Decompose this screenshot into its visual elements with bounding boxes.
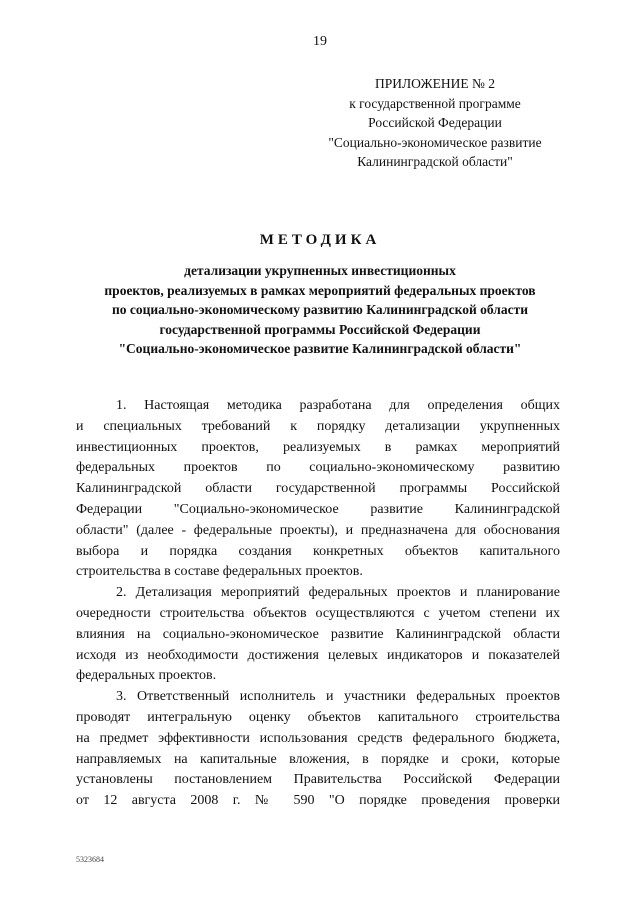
appendix-line: Калининградской области" — [357, 154, 513, 169]
paragraph-line: Федерации "Социально-экономическое развитие Калининградской — [76, 501, 560, 517]
paragraph-line: выбора и порядка создания конкретных объектов капитального — [76, 543, 560, 559]
paragraph-line: проводят интегральную оценку объектов капитального строительства — [76, 709, 560, 725]
subtitle-line: государственной программы Российской Федерации — [159, 321, 481, 337]
paragraph-line: 3. Ответственный исполнитель и участники федеральных проектов — [116, 689, 560, 705]
paragraph-line: исходя из необходимости достижения целевых индикаторов и показателей — [76, 647, 560, 663]
paragraph-3 — [76, 687, 560, 812]
appendix-line: "Социально-экономическое развитие — [328, 134, 542, 150]
paragraph-line: от 12 августа 2008 г. № 590 "О порядке проведения проверки — [76, 793, 560, 809]
document-code: 5323684 — [76, 855, 104, 864]
document-title: МЕТОДИКА — [259, 232, 381, 248]
paragraph-line: федеральных проектов по социально-экономическому развитию — [76, 460, 560, 476]
paragraph-line: строительства в составе федеральных проектов. — [76, 564, 363, 580]
subtitle-line: по социально-экономическому развитию Калининградской области — [111, 302, 529, 317]
paragraph-line: федеральных проектов. — [76, 668, 217, 684]
appendix-line: Российской Федерации — [368, 115, 502, 130]
paragraph-line: установлены постановлением Правительства Российской Федерации — [76, 772, 560, 788]
paragraph-line: инвестиционных проектов, реализуемых в рамках мероприятий — [76, 439, 560, 455]
paragraph-1 — [76, 396, 560, 583]
appendix-line: к государственной программе — [349, 95, 521, 111]
paragraph-line: 1. Настоящая методика разработана для определения общих — [116, 398, 560, 413]
paragraph-line: области" (далее - федеральные проекты), и предназначена для обоснования — [76, 522, 560, 538]
paragraph-line: Калининградской области государственной программы Российской — [76, 481, 560, 497]
paragraph-line: и специальных требований к порядку детализации укрупненных — [76, 418, 560, 434]
paragraph-line: на предмет эффективности использования средств федерального бюджета, — [76, 730, 560, 746]
page-number: 19 — [313, 34, 327, 49]
paragraph-line: влияния на социально-экономическое развитие Калининградской области — [76, 626, 560, 642]
subtitle-line: "Социально-экономическое развитие Калининградской области" — [118, 341, 522, 356]
subtitle-line: проектов, реализуемых в рамках мероприятий федеральных проектов — [104, 282, 536, 298]
paragraph-line: очередности строительства объектов осуществляются с учетом степени их — [76, 605, 560, 621]
appendix-line: ПРИЛОЖЕНИЕ № 2 — [374, 76, 496, 91]
document-body — [76, 396, 560, 812]
document-subtitle — [60, 261, 580, 359]
paragraph-2 — [76, 583, 560, 687]
appendix-header — [295, 74, 575, 172]
subtitle-line: детализации укрупненных инвестиционных — [184, 263, 456, 278]
paragraph-line: 2. Детализация мероприятий федеральных проектов и планирование — [116, 585, 560, 601]
paragraph-line: направляемых на капитальные вложения, в порядке и сроки, которые — [76, 751, 560, 767]
